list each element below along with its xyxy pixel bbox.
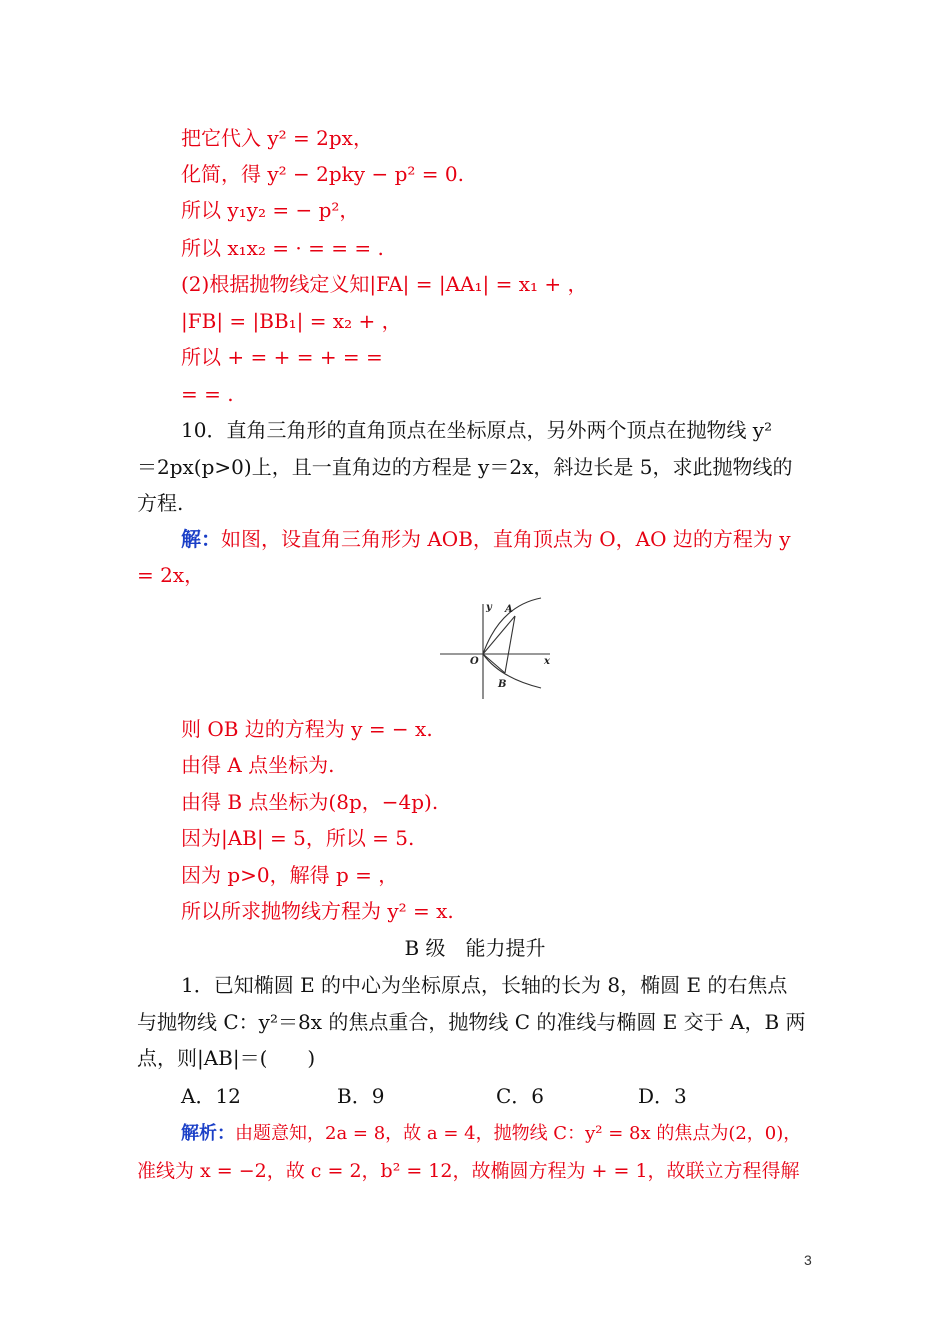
parabola-triangle-figure [438, 596, 553, 702]
solution10-line-1 [181, 526, 791, 552]
solution10-line-8: 所以所求抛物线方程为 y² = x. [181, 899, 454, 923]
label-x: x [544, 656, 550, 667]
solution-line-4: 所以 x₁x₂ = · = = = . [181, 236, 384, 260]
option-d: D．3 [638, 1084, 687, 1108]
solution-line-7: 所以 + = + = + = = [181, 345, 383, 369]
segment-ob [483, 654, 505, 673]
label-y: y [486, 602, 492, 613]
solution10-line-4: 由得 A 点坐标为. [181, 753, 335, 777]
label-b: B [498, 679, 507, 690]
solution10-line-3: 则 OB 边的方程为 y = − x. [181, 717, 433, 741]
page-number: 3 [804, 1252, 812, 1268]
solution-line-8: = = . [181, 382, 234, 406]
solution-label: 解： [181, 527, 221, 551]
label-o: O [470, 656, 479, 667]
section-heading: B 级 能力提升 [404, 936, 546, 960]
solution-line-2: 化简，得 y² − 2pky − p² = 0. [181, 162, 464, 186]
problem1-line-3: 点，则|AB|＝( ) [137, 1046, 316, 1070]
parabola-lower [483, 654, 541, 688]
option-a: A．12 [181, 1084, 241, 1108]
label-a: A [505, 604, 513, 615]
analysis-label: 解析： [181, 1123, 235, 1144]
solution-line-5: (2)根据抛物线定义知|FA| = |AA₁| = x₁ + ， [181, 272, 588, 296]
solution-line-3: 所以 y₁y₂ = − p²， [181, 198, 360, 222]
problem10-line-3: 方程. [137, 491, 184, 515]
solution-line-6: |FB| = |BB₁| = x₂ + ， [181, 309, 402, 333]
problem1-line-1: 1．已知椭圆 E 的中心为坐标原点，长轴的长为 8，椭圆 E 的右焦点 [181, 973, 788, 997]
solution10-line-6: 因为|AB| = 5，所以 = 5. [181, 826, 415, 850]
solution10-text: 如图，设直角三角形为 AOB，直角顶点为 O，AO 边的方程为 y [221, 527, 791, 551]
segment-oa [483, 616, 515, 654]
solution10-line-7: 因为 p>0，解得 p = ， [181, 863, 399, 887]
solution10-line-5: 由得 B 点坐标为(8p，−4p). [181, 790, 439, 814]
problem10-line-1: 10．直角三角形的直角顶点在坐标原点，另外两个顶点在抛物线 y² [181, 418, 773, 442]
solution10-line-2: = 2x， [137, 563, 205, 587]
problem1-line-2: 与抛物线 C：y²＝8x 的焦点重合，抛物线 C 的准线与椭圆 E 交于 A，B 两 [137, 1010, 806, 1034]
analysis1-text: 由题意知，2a = 8，故 a = 4，抛物线 C：y² = 8x 的焦点为(2，0)， [235, 1123, 802, 1144]
analysis1-line-2: 准线为 x = −2，故 c = 2，b² = 12，故椭圆方程为 + = 1，故联立方程得解 [137, 1160, 800, 1182]
analysis1-line-1 [181, 1121, 801, 1147]
solution-line-1: 把它代入 y² = 2px， [181, 126, 373, 150]
option-c: C．6 [496, 1084, 545, 1108]
segment-ab [505, 616, 515, 673]
problem10-line-2: ＝2px(p>0)上，且一直角边的方程是 y＝2x，斜边长是 5，求此抛物线的 [137, 455, 793, 479]
option-b: B．9 [337, 1084, 385, 1108]
